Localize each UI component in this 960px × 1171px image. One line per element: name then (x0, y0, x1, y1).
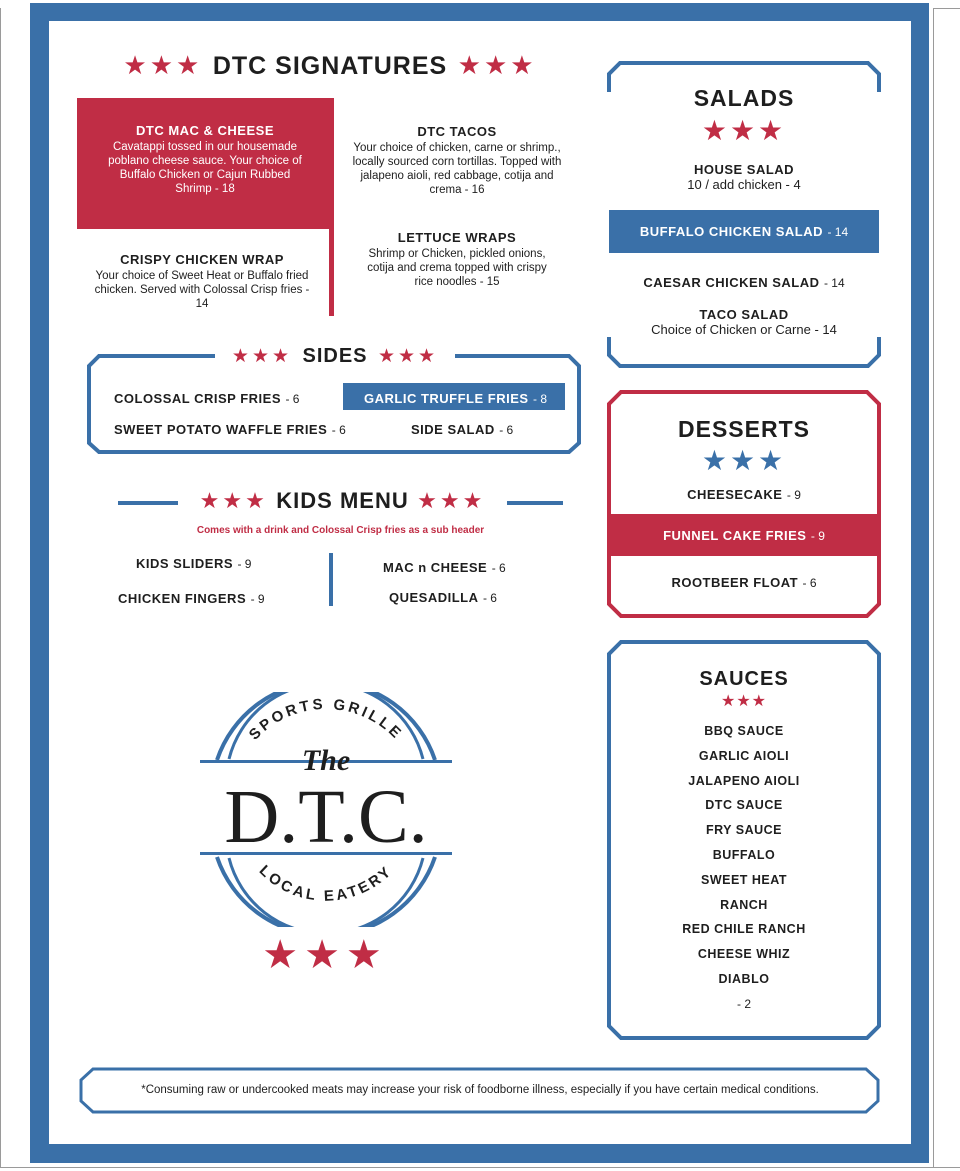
dessert-price: - 6 (802, 576, 817, 590)
kids-name: KIDS SLIDERS (136, 556, 234, 571)
sauce-item: FRY SAUCE (705, 823, 783, 838)
sauce-item: RED CHILE RANCH (682, 922, 806, 937)
chicken-wrap-desc: Your choice of Sweet Heat or Buffalo fried chicken. Served with Colossal Crisp fries - 14 (94, 270, 310, 310)
side-price: - 6 (285, 392, 300, 406)
sauce-item: SWEET HEAT (700, 872, 788, 887)
kids-price: - 9 (250, 592, 265, 606)
chicken-wrap-name: CRISPY CHICKEN WRAP (120, 252, 284, 267)
desserts-stars: ★★★ (701, 445, 787, 476)
taco-salad-name: TACO SALAD (699, 307, 789, 322)
star-icons: ★★★ (417, 488, 486, 513)
side-name: SWEET POTATO WAFFLE FRIES (114, 422, 328, 437)
buffalo-salad-price: - 14 (827, 225, 849, 239)
dessert-name: FUNNEL CAKE FRIES (663, 528, 807, 543)
sauce-item: BUFFALO (712, 847, 776, 862)
kids-price: - 6 (482, 591, 497, 605)
house-salad-detail: 10 / add chicken - 4 (687, 177, 801, 192)
sauce-item: GARLIC AIOLI (698, 748, 790, 763)
desserts-title: DESSERTS (678, 416, 810, 442)
logo-main-text: D.T.C. (224, 775, 428, 859)
sauce-item: RANCH (720, 897, 768, 912)
salads-title: SALADS (693, 85, 795, 111)
star-icons: ★★★ (199, 488, 268, 513)
mac-cheese-name: DTC MAC & CHEESE (135, 123, 274, 138)
signatures-title: DTC SIGNATURES (212, 52, 448, 80)
kids-name: QUESADILLA (389, 590, 479, 605)
lettuce-wraps-name: LETTUCE WRAPS (397, 230, 517, 245)
logo-stars: ★★★ (262, 933, 388, 977)
sauce-item: DTC SAUCE (705, 798, 783, 813)
star-icons: ★★★ (457, 50, 537, 80)
tacos-name: DTC TACOS (417, 124, 497, 139)
salads-stars: ★★★ (701, 115, 787, 146)
taco-salad-detail: Choice of Chicken or Carne - 14 (651, 322, 837, 337)
caesar-salad-name: CAESAR CHICKEN SALAD (643, 275, 820, 290)
dessert-name: ROOTBEER FLOAT (671, 575, 799, 590)
sides-title: SIDES (302, 345, 368, 367)
star-icons: ★★★ (231, 346, 293, 367)
kids-price: - 6 (491, 561, 506, 575)
star-icons: ★★★ (123, 50, 203, 80)
side-price: - 6 (499, 423, 514, 437)
dessert-name: CHEESECAKE (687, 487, 783, 502)
kids-price: - 9 (237, 557, 252, 571)
side-price: - 6 (331, 423, 346, 437)
kids-title: KIDS MENU (276, 488, 409, 513)
side-name: COLOSSAL CRISP FRIES (114, 391, 281, 406)
kids-name: CHICKEN FINGERS (118, 591, 247, 606)
side-price: - 8 (533, 392, 548, 406)
dessert-price: - 9 (786, 488, 801, 502)
sauces-price: - 2 (736, 996, 751, 1011)
lettuce-wraps-desc: Shrimp or Chicken, pickled onions, cotija and crema topped with crispy rice noodles - 15 (367, 248, 547, 288)
disclaimer-text: *Consuming raw or undercooked meats may increase your risk of foodborne illness, especially if you have certain medical conditions. (141, 1084, 819, 1096)
sauces-title: SAUCES (699, 668, 789, 690)
sauce-item: CHEESE WHIZ (697, 947, 791, 962)
sauce-item: DIABLO (718, 971, 770, 986)
side-name: GARLIC TRUFFLE FRIES (364, 391, 529, 406)
kids-subheader: Comes with a drink and Colossal Crisp fries as a sub header (196, 525, 485, 536)
caesar-salad-price: - 14 (823, 276, 845, 290)
tacos-desc: Your choice of chicken, carne or shrimp., locally sourced corn tortillas. Topped with jalapeno aioli, red cabbage, cotija and crema - 16 (352, 142, 562, 196)
sauces-stars: ★★★ (720, 693, 768, 710)
kids-name: MAC n CHEESE (383, 560, 488, 575)
star-icons: ★★★ (377, 346, 439, 367)
side-name: SIDE SALAD (411, 422, 495, 437)
logo-the-text: The (301, 744, 351, 777)
mac-cheese-desc: Cavatappi tossed in our housemade poblano cheese sauce. Your choice of Buffalo Chicken or Cajun Rubbed Shrimp - 18 (108, 141, 302, 195)
house-salad-name: HOUSE SALAD (693, 162, 795, 177)
logo-top-arc-text: SPORTS GRILLE (245, 695, 407, 744)
buffalo-salad-name: BUFFALO CHICKEN SALAD (639, 224, 823, 239)
dessert-price: - 9 (810, 529, 825, 543)
sauce-item: JALAPENO AIOLI (688, 773, 800, 788)
sauce-item: BBQ SAUCE (704, 724, 784, 738)
logo-bottom-arc-text: LOCAL EATERY (255, 862, 397, 905)
